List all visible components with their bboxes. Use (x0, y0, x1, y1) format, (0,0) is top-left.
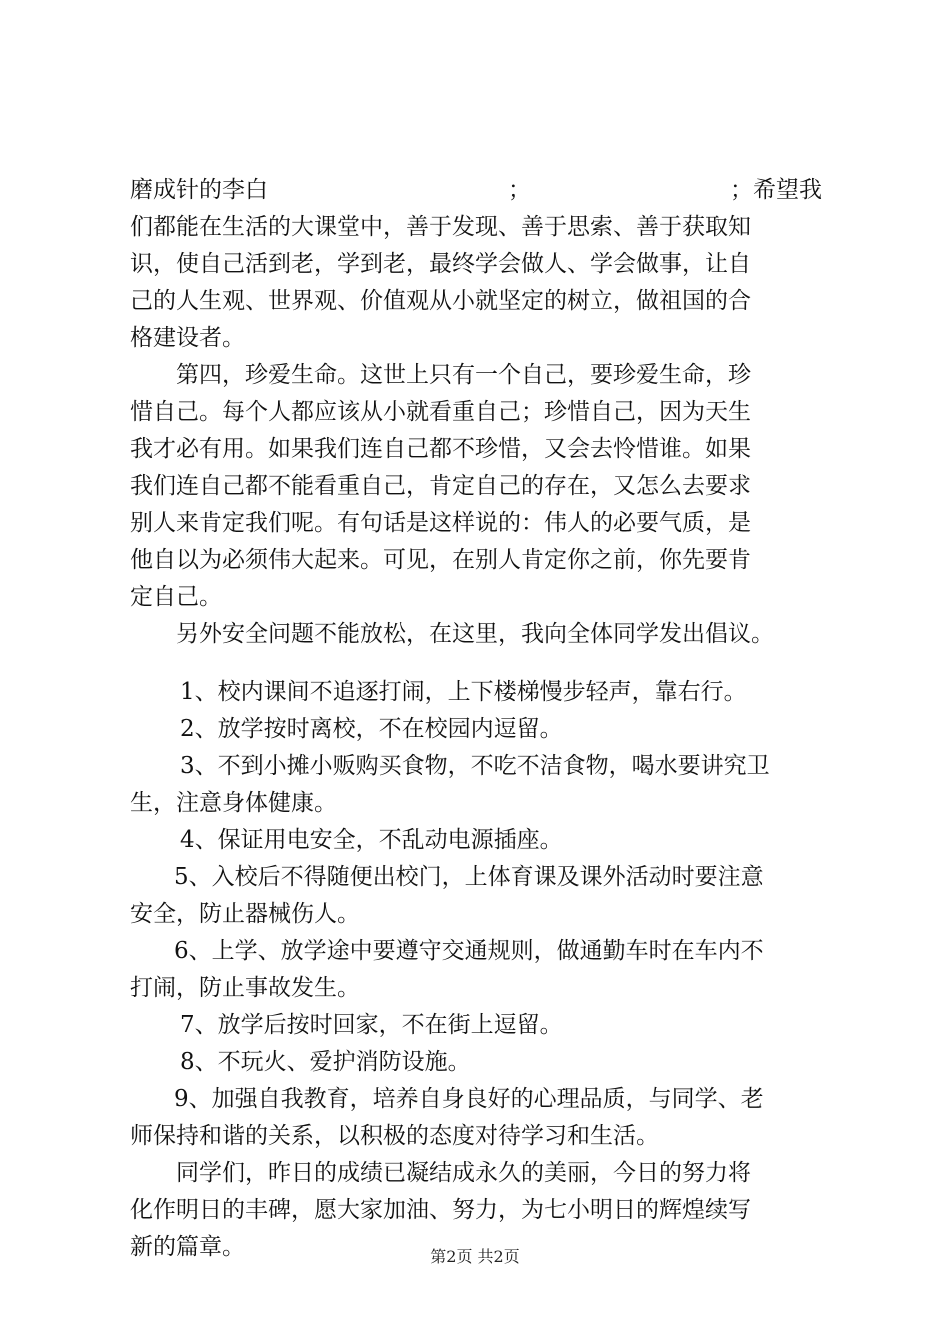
text-line: 惜自己。每个人都应该从小就看重自己；珍惜自己，因为天生 (130, 399, 751, 425)
list-item: 9、加强自我教育，培养自身良好的心理品质，与同学、老 (174, 1086, 764, 1112)
text-line: 我才必有用。如果我们连自己都不珍惜，又会去怜惜谁。如果 (130, 436, 751, 462)
text-fragment: 磨成针的李白 (130, 177, 268, 203)
text-line-1 (130, 172, 830, 209)
list-item: 4、保证用电安全，不乱动电源插座。 (180, 827, 563, 853)
list-item-continuation: 打闹，防止事故发生。 (130, 975, 360, 1001)
text-line: 我们连自己都不能看重自己，肯定自己的存在，又怎么去要求 (130, 473, 751, 499)
paragraph-start: 第四，珍爱生命。这世上只有一个自己，要珍爱生命，珍 (176, 362, 751, 388)
text-fragment: ； (508, 177, 531, 203)
text-line: 化作明日的丰碑，愿大家加油、努力，为七小明日的辉煌续写 (130, 1197, 751, 1223)
list-item-continuation: 生，注意身体健康。 (130, 790, 337, 816)
text-line: 识，使自己活到老，学到老，最终学会做人、学会做事，让自 (130, 251, 751, 277)
text-line: 们都能在生活的大课堂中，善于发现、善于思索、善于获取知 (130, 214, 751, 240)
list-item: 5、入校后不得随便出校门，上体育课及课外活动时要注意 (174, 864, 764, 890)
list-item: 6、上学、放学途中要遵守交通规则，做通勤车时在车内不 (174, 938, 764, 964)
list-item: 2、放学按时离校，不在校园内逗留。 (180, 716, 563, 742)
text-fragment: ；希望我 (730, 177, 822, 203)
list-item: 8、不玩火、爱护消防设施。 (180, 1049, 471, 1075)
list-item: 1、校内课间不追逐打闹，上下楼梯慢步轻声，靠右行。 (180, 679, 747, 705)
text-line: 别人来肯定我们呢。有句话是这样说的：伟人的必要气质，是 (130, 510, 751, 536)
paragraph-start: 另外安全问题不能放松，在这里，我向全体同学发出倡议。 (176, 621, 774, 647)
list-item-continuation: 安全，防止器械伤人。 (130, 901, 360, 927)
list-item-continuation: 师保持和谐的关系，以积极的态度对待学习和生活。 (130, 1123, 659, 1149)
page-number-footer: 第2页 共2页 (430, 1247, 520, 1266)
paragraph-start: 同学们，昨日的成绩已凝结成永久的美丽，今日的努力将 (176, 1160, 751, 1186)
list-item: 7、放学后按时回家，不在街上逗留。 (180, 1012, 563, 1038)
text-line: 他自以为必须伟大起来。可见，在别人肯定你之前，你先要肯 (130, 547, 751, 573)
text-line: 己的人生观、世界观、价值观从小就坚定的树立，做祖国的合 (130, 288, 751, 314)
text-line: 格建设者。 (130, 325, 245, 351)
text-line: 定自己。 (130, 584, 222, 610)
list-item: 3、不到小摊小贩购买食物，不吃不洁食物，喝水要讲究卫 (180, 753, 770, 779)
document-body (130, 172, 830, 1266)
text-line: 新的篇章。 (130, 1234, 245, 1260)
